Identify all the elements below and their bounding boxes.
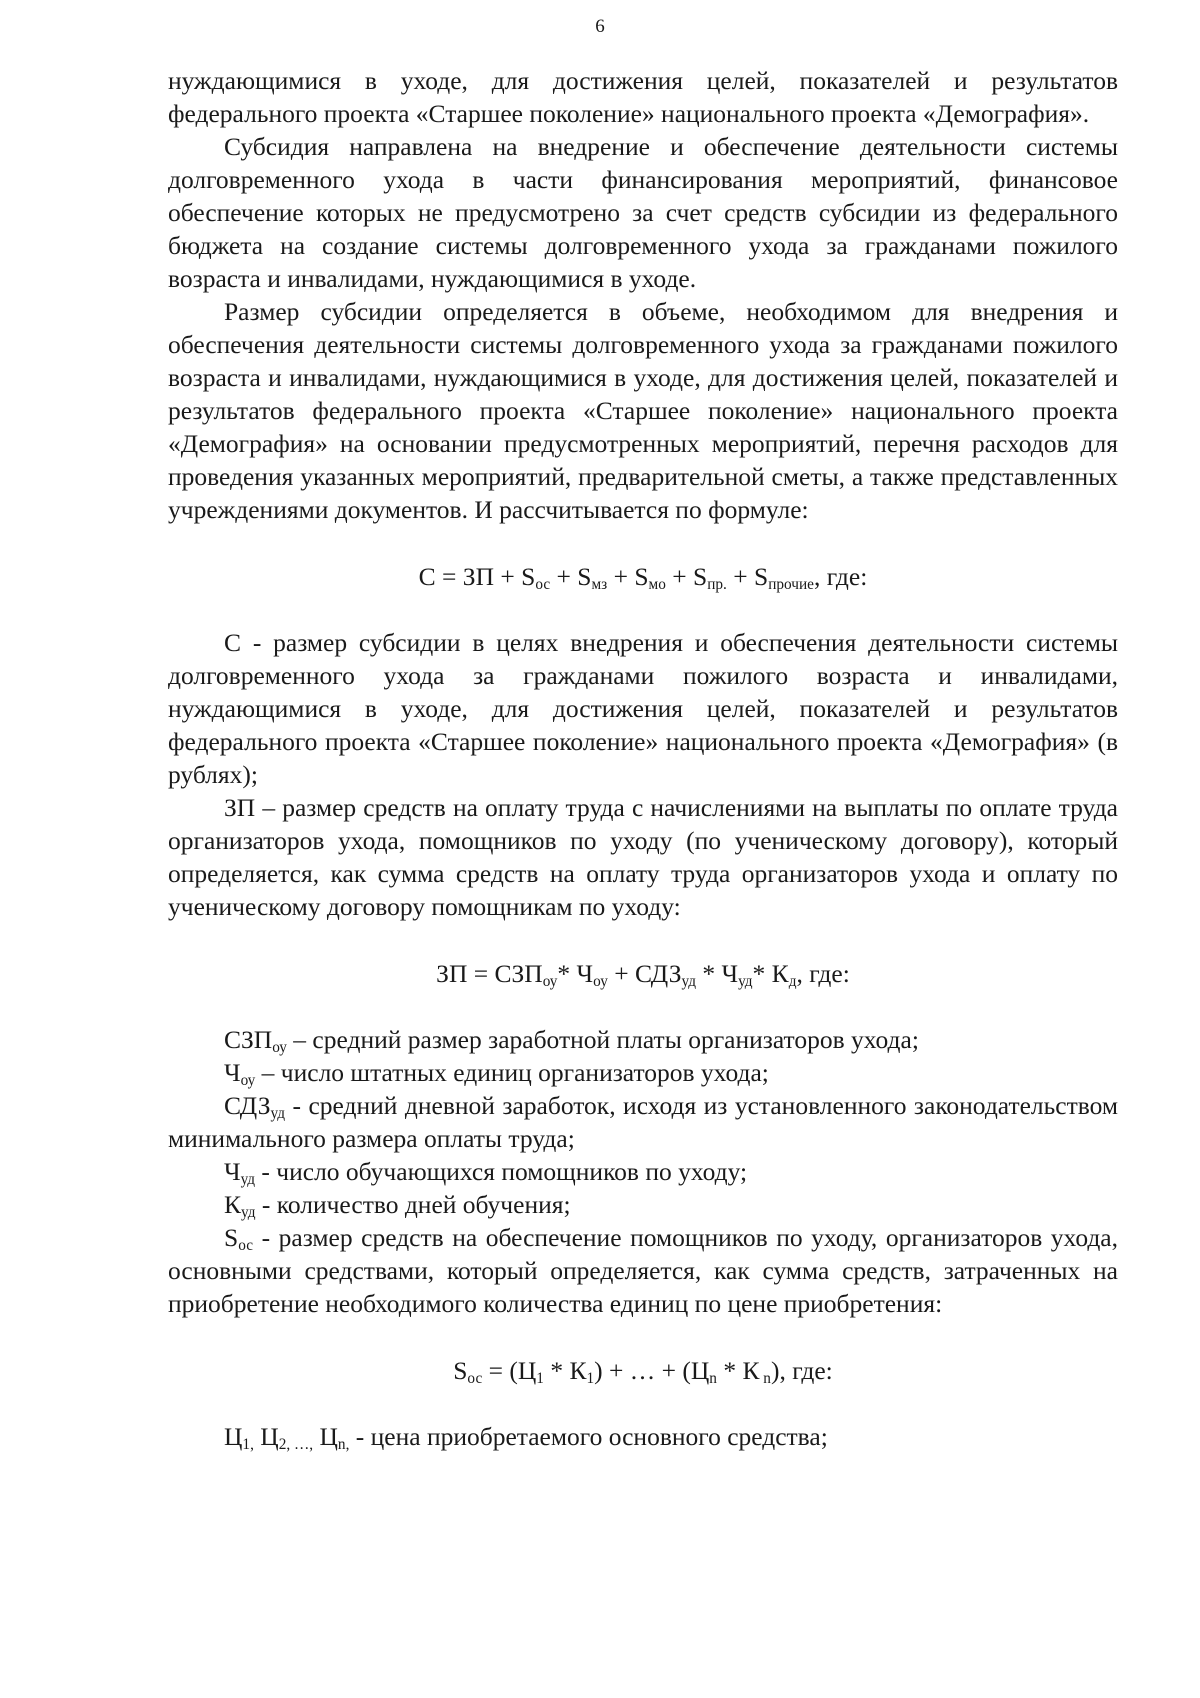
formula-s-oc: $S_{ос} = (Ц_1 * К_1)$ + … + ($Ц_n$ * К $_n$), где: [453, 1356, 833, 1387]
paragraph-2: Субсидия направлена на внедрение и обеспечение деятельности системы долговременного ухода в части финансирования мероприятий, финансовое обеспечение которых не предусмотрено за счет средств субсидии из федерального бюджета на создание системы долговременного ухода за гражданами пожилого возраста и инвалидами, нуждающимися в уходе. [168, 132, 1118, 293]
definition-szp: $СЗП_{оу}$ – средний размер заработной платы организаторов ухода; [224, 1025, 919, 1056]
formula-subsidy: С = ЗП + $S_{ос} + S_{мз} + S_{мо} + S_{пр.} + S_{прочие}$, где: [418, 562, 868, 593]
definition-ch-ud: $Ч_{уд}$ - число обучающихся помощников по уходу; [224, 1157, 748, 1188]
body-text [168, 64, 1118, 1453]
formula-zp: ЗП = $СЗП_{оу}*$ $Ч_{оу} + СДЗ_{уд} * Ч_{уд}*$ $К_д$, где: [436, 959, 850, 990]
paragraph-1: нуждающимися в уходе, для достижения целей, показателей и результатов федерального проекта «Старшее поколение» национального проекта «Демография». [168, 66, 1118, 128]
definition-s-oc: $S_{ос}$ - размер средств на обеспечение помощников по уходу, организаторов ухода, основными средствами, который определяется, как сумма средств, затраченных на приобретение необходимого количества единиц по цене приобретения: [168, 1223, 1118, 1318]
paragraph-3: Размер субсидии определяется в объеме, необходимом для внедрения и обеспечения деятельности системы долговременного ухода за гражданами пожилого возраста и инвалидами, нуждающимися в уходе, для достижения целей, показателей и результатов федерального проекта «Старшее поколение» национального проекта «Демография» на основании предусмотренных мероприятий, перечня расходов для проведения указанных мероприятий, предварительной сметы, а также представленных учреждениями документов. И рассчитывается по формуле: [168, 297, 1118, 524]
definition-zp: ЗП – размер средств на оплату труда с начислениями на выплаты по оплате труда организаторов ухода, помощников по уходу (по ученическому договору), который определяется, как сумма средств на оплату труда организаторов ухода и оплату по ученическому договору помощникам по уходу: [168, 793, 1118, 921]
definition-k-ud: $К_{уд}$ - количество дней обучения; [224, 1190, 571, 1221]
definition-sdz: $СДЗ_{уд}$ - средний дневной заработок, исходя из установленного законодательством минимального размера оплаты труда; [168, 1091, 1118, 1153]
definition-ch-ou: $Ч_{оу}$ – число штатных единиц организаторов ухода; [224, 1058, 769, 1089]
page-number: 6 [595, 16, 605, 37]
definition-c: С - размер субсидии в целях внедрения и обеспечения деятельности системы долговременного ухода за гражданами пожилого возраста и инвалидами, нуждающимися в уходе, для достижения целей, показателей и результатов федерального проекта «Старшее поколение» национального проекта «Демография» (в рублях); [168, 628, 1118, 789]
definition-price: $Ц_{1,}$ $Ц_{2, \dots,}$ $Ц_{n,}$ - цена приобретаемого основного средства; [224, 1422, 828, 1453]
